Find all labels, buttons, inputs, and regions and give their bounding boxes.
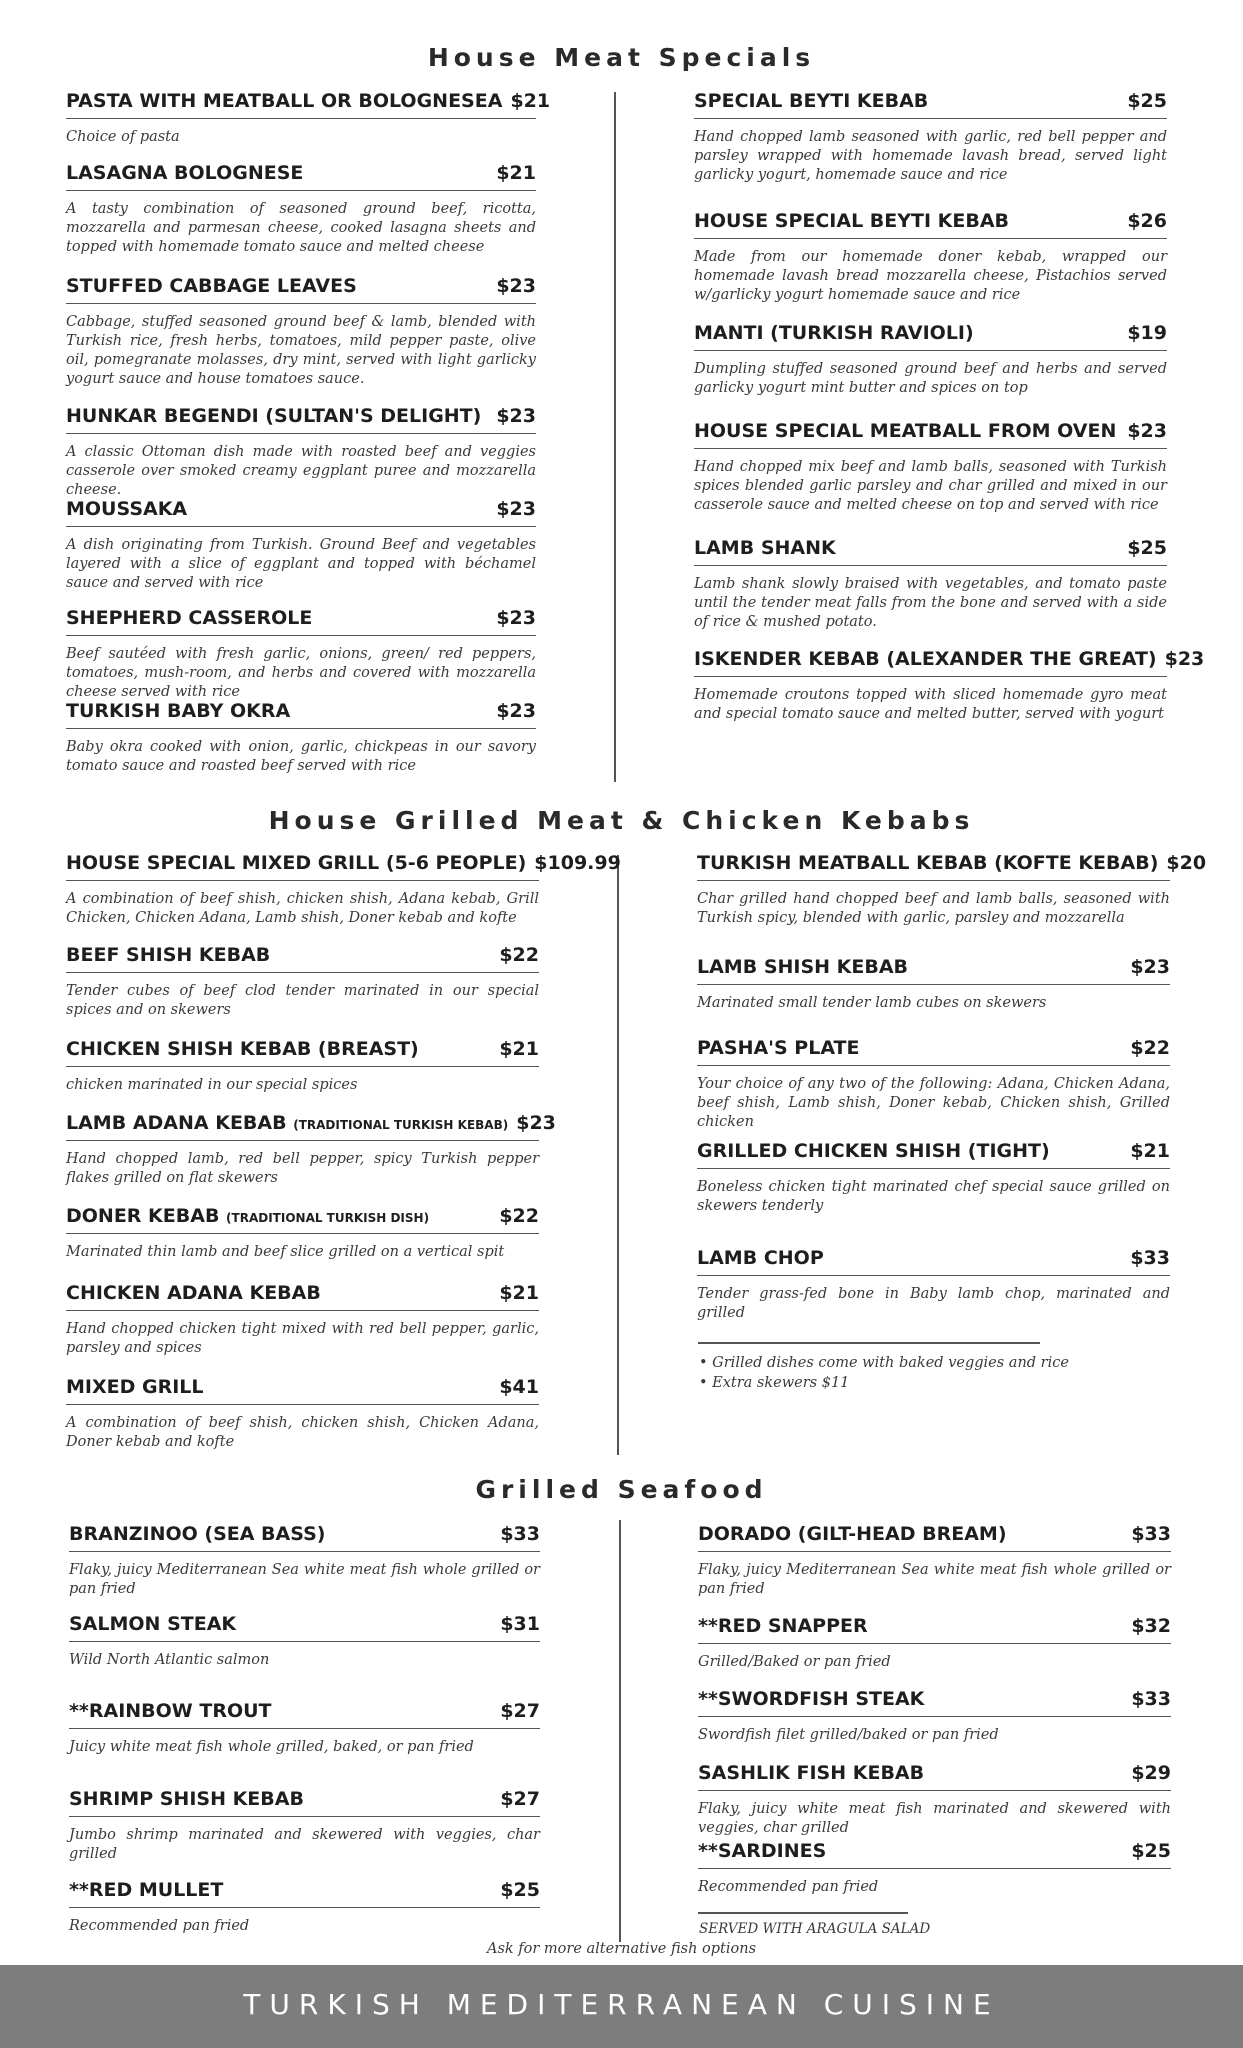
menu-item-name-text: DONER KEBAB [66,1205,220,1227]
menu-item-header [698,1840,1171,1869]
menu-item [698,1762,1171,1838]
menu-item-price: $33 [1131,1523,1171,1545]
menu-item-header [697,1140,1170,1169]
menu-item-name [697,852,1158,874]
menu-item-header [69,1613,540,1642]
menu-item-name-text: BRANZINOO (SEA BASS) [69,1523,326,1545]
menu-item-price: $25 [1131,1840,1171,1862]
menu-item-description: Flaky, juicy Mediterranean Sea white meat fish whole grilled or pan fried [69,1562,540,1597]
menu-item-price: $23 [496,275,536,297]
menu-item-name-text: HOUSE SPECIAL MIXED GRILL (5-6 PEOPLE) [66,852,527,874]
menu-item-name [694,420,1116,442]
menu-item-name [698,1615,868,1637]
menu-item-header [66,275,536,304]
menu-item-price: $33 [1130,1247,1170,1269]
menu-item-name [694,210,1009,232]
menu-item-price: $21 [499,1282,539,1304]
menu-item-description: Char grilled hand chopped beef and lamb balls, seasoned with Turkish spicy, blended with garlic, parsley and mozzarella [697,891,1170,926]
menu-item-price: $22 [499,944,539,966]
menu-item [694,322,1167,398]
menu-item-name [66,607,312,629]
menu-item-name [694,537,836,559]
menu-item-header [698,1615,1171,1644]
menu-item-header [66,1112,556,1141]
menu-item-header [66,852,621,881]
menu-item [697,1140,1170,1216]
menu-item [66,1205,539,1262]
notes-divider [698,1342,1040,1344]
menu-item-name-text: CHICKEN SHISH KEBAB (BREAST) [66,1038,419,1060]
menu-item-price: $23 [1130,956,1170,978]
section-title-meat-specials: House Meat Specials [427,43,816,72]
column-divider [614,92,616,782]
menu-item-description: Hand chopped mix beef and lamb balls, seasoned with Turkish spices blended garlic parsley and char grilled and mixed in our casserole sauce and melted cheese on top and served with rice [694,459,1167,513]
menu-item-name [66,498,187,520]
menu-item [66,1038,539,1095]
footer-title: TURKISH MEDITERRANEAN CUISINE [243,1988,1000,2021]
menu-item-price: $26 [1127,210,1167,232]
menu-item-description: A combination of beef shish, chicken shish, Chicken Adana, Doner kebab and kofte [66,1415,539,1450]
menu-item-header [69,1788,540,1817]
menu-item-name-text: LAMB ADANA KEBAB [66,1112,287,1134]
menu-item-header [698,1762,1171,1791]
menu-item-price: $19 [1127,322,1167,344]
menu-item-description: Dumpling stuffed seasoned ground beef and herbs and served garlicky yogurt mint butter and spices on top [694,361,1167,396]
menu-item [66,275,536,389]
menu-item-name-text: STUFFED CABBAGE LEAVES [66,275,357,297]
menu-item-description: Hand chopped lamb, red bell pepper, spicy Turkish pepper flakes grilled on flat skewers [66,1151,539,1186]
menu-item-description: Tender cubes of beef clod tender marinated in our special spices and on skewers [66,983,539,1018]
menu-item-name [697,956,908,978]
menu-item-description: Recommended pan fried [698,1879,879,1895]
menu-item-header [697,852,1207,881]
menu-item [698,1615,1171,1672]
menu-item-name-text: **RED MULLET [69,1879,224,1901]
menu-item [66,1376,539,1452]
menu-item [697,852,1207,928]
menu-item-name [66,1376,204,1398]
menu-item-price: $20 [1166,852,1207,874]
menu-item-price: $31 [500,1613,540,1635]
menu-item-description: Jumbo shrimp marinated and skewered with veggies, char grilled [69,1827,540,1862]
menu-item [66,498,536,593]
menu-item-header [694,537,1167,566]
menu-item-description: chicken marinated in our special spices [66,1077,358,1093]
menu-item-header [66,498,536,527]
menu-item-name-text: BEEF SHISH KEBAB [66,944,271,966]
menu-item-name [69,1879,223,1901]
menu-item-description: Marinated small tender lamb cubes on skewers [697,995,1047,1011]
menu-item [66,162,536,257]
menu-item-price: $21 [496,162,536,184]
menu-item-name-text: GRILLED CHICKEN SHISH (TIGHT) [697,1140,1050,1162]
menu-item-header [69,1523,540,1552]
menu-item-price: $109.99 [534,852,621,874]
menu-item-name-text: PASHA'S PLATE [697,1037,860,1059]
menu-item-price: $25 [1127,537,1167,559]
menu-item [694,90,1167,185]
menu-item [66,405,536,500]
menu-item-description: A tasty combination of seasoned ground beef, ricotta, mozzarella and parmesan cheese, cooked lasagna sheets and topped with homemade tomato sauce and melted cheese [66,201,536,255]
menu-item-header [697,1037,1170,1066]
menu-item-name-text: CHICKEN ADANA KEBAB [66,1282,321,1304]
menu-item-name [69,1700,272,1722]
menu-item-name [698,1688,924,1710]
menu-item-description: Baby okra cooked with onion, garlic, chickpeas in our savory tomato sauce and roasted beef served with rice [66,739,536,774]
menu-item-name-text: LAMB CHOP [697,1247,824,1269]
menu-item [697,1247,1170,1323]
menu-item-description: Wild North Atlantic salmon [69,1652,270,1668]
menu-item-price: $22 [499,1205,539,1227]
menu-item-price: $32 [1131,1615,1171,1637]
menu-item-name [66,1112,508,1134]
menu-item-price: $21 [1130,1140,1170,1162]
menu-item [69,1700,540,1757]
menu-item-header [694,90,1167,119]
menu-item-name-text: MANTI (TURKISH RAVIOLI) [694,322,974,344]
menu-item-description: Homemade croutons topped with sliced homemade gyro meat and special tomato sauce and melted butter, served with yogurt [694,687,1167,722]
menu-item-header [66,944,539,973]
menu-item-name [697,1140,1050,1162]
menu-item-name-text: DORADO (GILT-HEAD BREAM) [698,1523,1007,1545]
menu-item-name-text: HUNKAR BEGENDI (SULTAN'S DELIGHT) [66,405,482,427]
menu-item-name [66,944,270,966]
menu-item [694,537,1167,632]
menu-item-price: $41 [499,1376,539,1398]
menu-item [697,1037,1170,1132]
menu-item-description: Choice of pasta [66,129,180,145]
menu-item-name [694,322,974,344]
column-divider [617,855,619,1455]
menu-item-header [66,90,551,119]
column-divider [619,1520,621,1942]
menu-item-name-text: LASAGNA BOLOGNESE [66,162,304,184]
ask-note: Ask for more alternative fish options [486,1941,757,1957]
menu-item [694,420,1167,515]
menu-item-name-text: **RAINBOW TROUT [69,1700,272,1722]
menu-item-name-text: HOUSE SPECIAL BEYTI KEBAB [694,210,1010,232]
menu-item-name [66,275,357,297]
menu-item-header [69,1700,540,1729]
notes-divider [698,1912,908,1914]
menu-item-name [66,90,502,112]
menu-item-name-text: **SARDINES [698,1840,827,1862]
menu-item-name-text: SHEPHERD CASSEROLE [66,607,313,629]
served-with-note: SERVED WITH ARAGULA SALAD [699,1921,931,1937]
menu-item-description: Beef sautéed with fresh garlic, onions, green/ red peppers, tomatoes, mush-room, and herbs and covered with mozzarella cheese served with rice [66,646,536,700]
menu-item-name-text: HOUSE SPECIAL MEATBALL FROM OVEN [694,420,1117,442]
menu-item [694,210,1167,305]
menu-item-price: $25 [1127,90,1167,112]
menu-item-description: A combination of beef shish, chicken shish, Adana kebab, Grill Chicken, Chicken Adana, Lamb shish, Doner kebab and kofte [66,891,539,926]
grilled-note: • Extra skewers $11 [699,1375,850,1391]
menu-item-name-text: **SWORDFISH STEAK [698,1688,925,1710]
menu-item-description: Flaky, juicy white meat fish marinated and skewered with veggies, char grilled [698,1801,1171,1836]
menu-item-description: Marinated thin lamb and beef slice grilled on a vertical spit [66,1244,505,1260]
menu-item-header [694,210,1167,239]
menu-item [66,944,539,1020]
section-title-seafood: Grilled Seafood [475,1475,768,1504]
menu-item [698,1688,1171,1745]
menu-item-name-text: LAMB SHISH KEBAB [697,956,909,978]
menu-item-description: Tender grass-fed bone in Baby lamb chop, marinated and grilled [697,1286,1170,1321]
menu-item-name-text: TURKISH MEATBALL KEBAB (KOFTE KEBAB) [697,852,1159,874]
menu-item-header [694,322,1167,351]
menu-item-price: $27 [500,1788,540,1810]
menu-item-name [66,852,526,874]
menu-item-name-text: MOUSSAKA [66,498,188,520]
menu-item-description: A dish originating from Turkish. Ground Beef and vegetables layered with a slice of eggplant and topped with béchamel sauce and served with rice [66,537,536,591]
menu-item-price: $29 [1131,1762,1171,1784]
menu-item-description: Swordfish filet grilled/baked or pan fried [698,1727,999,1743]
menu-item-name-text: **RED SNAPPER [698,1615,868,1637]
menu-item-name-text: ISKENDER KEBAB (ALEXANDER THE GREAT) [694,648,1157,670]
menu-item-name [698,1840,826,1862]
menu-item [66,700,536,776]
menu-item [66,852,621,928]
menu-item-header [694,420,1167,449]
menu-item-name-text: PASTA WITH MEATBALL OR BOLOGNESEA [66,90,503,112]
menu-item-header [66,1376,539,1405]
menu-item-description: Your choice of any two of the following: Adana, Chicken Adana, beef shish, Lamb shish, Doner kebab, Chicken shish, Grilled chicken [697,1076,1170,1130]
menu-item-description: Hand chopped lamb seasoned with garlic, red bell pepper and parsley wrapped with homemade lavash bread, served light garlicky yogurt, homemade sauce and rice [694,129,1167,183]
menu-item-description: Recommended pan fried [69,1918,250,1934]
menu-item-price: $33 [500,1523,540,1545]
grilled-notes [699,1353,1169,1393]
menu-item-name [66,1205,429,1227]
menu-item [694,648,1205,724]
menu-item [69,1879,540,1936]
menu-item-name [66,405,481,427]
menu-item-price: $25 [500,1879,540,1901]
menu-item-name-text: SALMON STEAK [69,1613,237,1635]
menu-item-description: Flaky, juicy Mediterranean Sea white meat fish whole grilled or pan fried [698,1562,1171,1597]
menu-item [69,1788,540,1864]
menu-item [66,1282,539,1358]
menu-item-price: $23 [496,405,536,427]
menu-item-header [66,1282,539,1311]
menu-item [66,90,551,147]
menu-item-price: $23 [496,607,536,629]
menu-item-name [694,90,928,112]
menu-item-description: Lamb shank slowly braised with vegetables, and tomato paste until the tender meat falls from the bone and served with a side of rice & mushed potato. [694,576,1167,630]
menu-item-name [66,162,303,184]
menu-item-name [698,1762,924,1784]
menu-item-price: $23 [496,498,536,520]
menu-item-price: $23 [1127,420,1167,442]
menu-item [66,607,536,702]
menu-item-name [66,1038,419,1060]
menu-item-description: Boneless chicken tight marinated chef special sauce grilled on skewers tenderly [697,1179,1170,1214]
menu-item-name [69,1788,304,1810]
menu-item-price: $23 [516,1112,556,1134]
menu-item-price: $21 [499,1038,539,1060]
menu-item-header [698,1523,1171,1552]
menu-item-price: $23 [1164,648,1205,670]
menu-item [697,956,1170,1013]
menu-item-price: $22 [1130,1037,1170,1059]
menu-item-name-text: SPECIAL BEYTI KEBAB [694,90,929,112]
menu-item-header [697,956,1170,985]
menu-item-description: A classic Ottoman dish made with roasted beef and veggies casserole over smoked creamy eggplant puree and mozzarella cheese. [66,444,536,498]
menu-item-note: (TRADITIONAL TURKISH DISH) [226,1211,430,1225]
menu-item-name [697,1037,860,1059]
menu-item [66,1112,556,1188]
menu-item-name [698,1523,1007,1545]
menu-item-name [69,1523,325,1545]
menu-item-header [66,162,536,191]
menu-item-price: $33 [1131,1688,1171,1710]
menu-item-name-text: SHRIMP SHISH KEBAB [69,1788,304,1810]
menu-item-name [694,648,1157,670]
menu-item-header [66,1038,539,1067]
menu-item-header [697,1247,1170,1276]
menu-item-header [69,1879,540,1908]
menu-item-header [66,607,536,636]
menu-item [69,1523,540,1599]
menu-item-header [66,405,536,434]
menu-item-name-text: LAMB SHANK [694,537,836,559]
menu-item-price: $27 [500,1700,540,1722]
menu-item [698,1840,1171,1897]
menu-item-description: Hand chopped chicken tight mixed with red bell pepper, garlic, parsley and spices [66,1321,539,1356]
menu-item-name [697,1247,824,1269]
menu-item-description: Made from our homemade doner kebab, wrapped our homemade lavash bread mozzarella cheese, Pistachios served w/garlicky yogurt homemade sauce and rice [694,249,1167,303]
menu-item-price: $23 [496,700,536,722]
menu-item-description: Cabbage, stuffed seasoned ground beef & lamb, blended with Turkish rice, fresh herbs, tomatoes, mild pepper paste, olive oil, pomegranate molasses, dry mint, served with light garlicky yogurt sauce and house tomatoes sauce. [66,314,536,387]
menu-item-description: Grilled/Baked or pan fried [698,1654,891,1670]
menu-item-name-text: SASHLIK FISH KEBAB [698,1762,925,1784]
section-title-grilled-kebabs: House Grilled Meat & Chicken Kebabs [268,806,975,835]
menu-item-name-text: MIXED GRILL [66,1376,204,1398]
menu-item [698,1523,1171,1599]
menu-item-name [69,1613,236,1635]
menu-item-description: Juicy white meat fish whole grilled, baked, or pan fried [69,1739,474,1755]
grilled-note: • Grilled dishes come with baked veggies and rice [699,1355,1069,1371]
menu-item-name-text: TURKISH BABY OKRA [66,700,291,722]
menu-item-header [694,648,1205,677]
menu-item-name [66,1282,321,1304]
menu-item [69,1613,540,1670]
menu-item-header [698,1688,1171,1717]
menu-item-name [66,700,290,722]
menu-item-note: (TRADITIONAL TURKISH KEBAB) [293,1118,509,1132]
menu-item-price: $21 [510,90,551,112]
menu-item-header [66,700,536,729]
menu-item-header [66,1205,539,1234]
